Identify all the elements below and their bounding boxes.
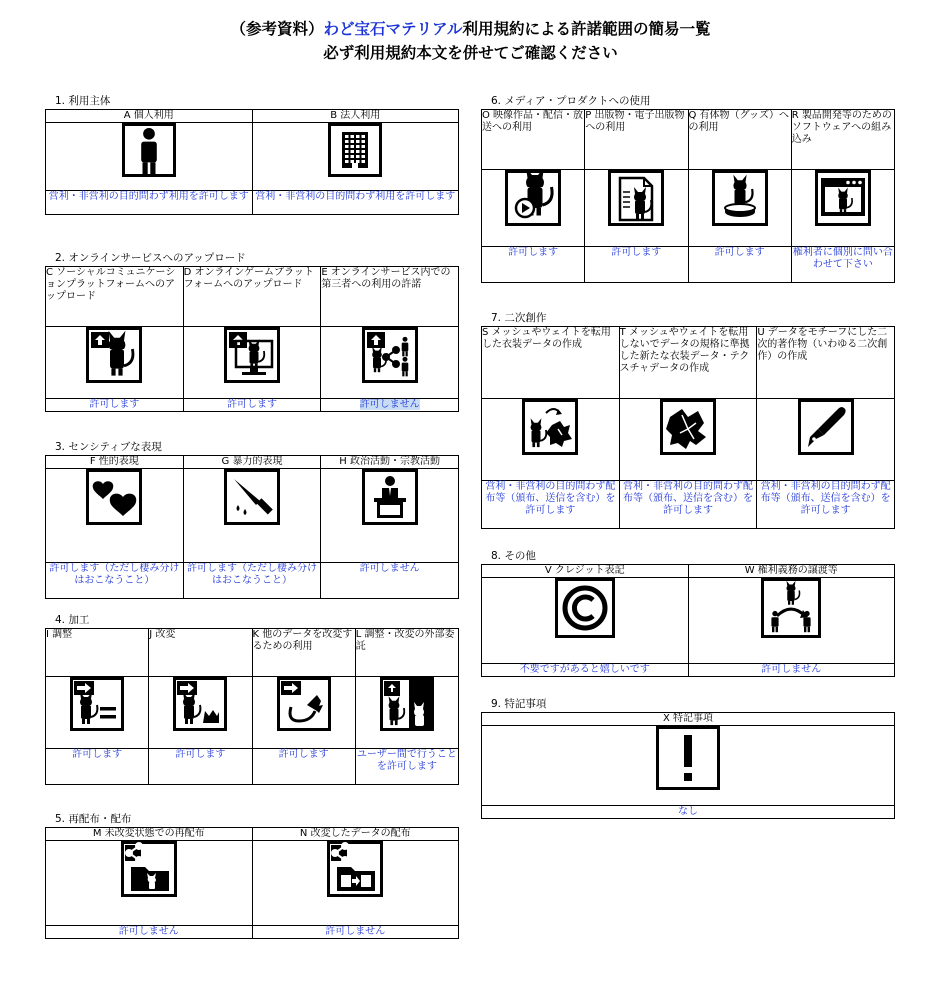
item-result: 許可しません: [359, 563, 420, 574]
section-1: [45, 95, 459, 215]
item-label: R 製品開発等のためのソフトウェアへの組み込み: [791, 110, 894, 170]
item-label: C ソーシャルコミュニケーションプラットフォームへのアップロード: [46, 267, 184, 327]
item-result: 許可します: [278, 749, 329, 760]
podium-icon: [362, 469, 418, 525]
item-result: 営利・非営利の目的問わず配布等（頒布、送信を含む）を許可します: [760, 481, 891, 516]
section-title: 8. その他: [491, 550, 536, 562]
item-result-cell: [149, 749, 252, 785]
item-result: なし: [678, 806, 698, 817]
item-label: O 映像作品・配信・放送への利用: [482, 110, 585, 170]
item-result-cell: [355, 749, 458, 785]
pen-icon: [798, 399, 854, 455]
item-label: I 調整: [46, 629, 149, 677]
section-2: [45, 252, 459, 412]
item-icon-cell: [355, 677, 458, 749]
item-result-cell: [321, 563, 459, 599]
item-result-cell: [46, 563, 184, 599]
item-result: 許可します（ただし棲み分けはおこなうこと）: [186, 563, 317, 586]
item-label: V クレジット表記: [482, 565, 689, 578]
section-title: 1. 利用主体: [55, 95, 111, 107]
item-result: 営利・非営利の目的問わず配布等（頒布、送信を含む）を許可します: [622, 481, 753, 516]
item-result-cell: [757, 481, 895, 529]
item-result: 営利・非営利の目的問わず配布等（頒布、送信を含む）を許可します: [485, 481, 616, 516]
section-title: 9. 特記事項: [491, 698, 547, 710]
person-icon: [122, 123, 176, 177]
permission-table: [45, 628, 459, 785]
item-icon-cell: [482, 170, 585, 247]
item-icon-cell: [252, 123, 459, 191]
section-8: [481, 550, 895, 677]
item-result-cell: [252, 926, 459, 939]
upload-sns-icon: [86, 327, 142, 383]
title-brand: わど宝石マテリアル: [323, 20, 463, 38]
item-result: 許可します: [714, 247, 765, 258]
title-suffix: 利用規約による許諾範囲の簡易一覧: [462, 20, 711, 38]
permission-table: [45, 109, 459, 215]
item-result-cell: [46, 749, 149, 785]
item-result-cell: [252, 191, 459, 215]
section-title: 2. オンラインサービスへのアップロード: [55, 252, 246, 264]
distribute-modified-icon: [327, 841, 383, 897]
item-icon-cell: [619, 399, 757, 481]
section-title: 4. 加工: [55, 614, 90, 626]
permission-table: [45, 827, 459, 939]
item-label: E オンラインサービス内での第三者への利用の許諾: [321, 267, 459, 327]
item-result: ユーザー間で行うことを許可します: [356, 749, 457, 772]
item-label: M 未改変状態での再配布: [46, 828, 253, 841]
item-result-cell: [585, 247, 688, 283]
item-result-cell: [688, 664, 895, 677]
item-label: H 政治活動・宗教活動: [321, 456, 459, 469]
item-label: P 出版物・電子出版物への利用: [585, 110, 688, 170]
item-result: 権利者に個別に問い合わせて下さい: [792, 247, 893, 270]
permission-table: [45, 266, 459, 412]
item-result: 許可しません: [359, 399, 420, 410]
item-label: B 法人利用: [252, 110, 459, 123]
permission-table: [481, 564, 895, 677]
item-result: 許可します: [72, 749, 123, 760]
permission-table: [45, 455, 459, 599]
item-result-cell: [321, 399, 459, 412]
hearts-icon: [86, 469, 142, 525]
item-result-cell: [619, 481, 757, 529]
item-label: L 調整・改変の外部委託: [355, 629, 458, 677]
building-icon: [328, 123, 382, 177]
outsource-icon: [380, 677, 434, 731]
section-3: [45, 441, 459, 599]
item-result: 許可しません: [761, 664, 822, 675]
item-icon-cell: [321, 469, 459, 563]
item-icon-cell: [46, 327, 184, 399]
publication-icon: [608, 170, 664, 226]
item-icon-cell: [183, 327, 321, 399]
page-title: [0, 18, 941, 40]
section-7: [481, 312, 895, 529]
item-icon-cell: [252, 841, 459, 926]
item-result: 許可しません: [325, 926, 386, 937]
video-icon: [505, 170, 561, 226]
item-icon-cell: [46, 841, 253, 926]
section-5: [45, 813, 459, 939]
permission-table: [481, 109, 895, 283]
item-icon-cell: [757, 399, 895, 481]
section-6: [481, 95, 895, 283]
copyright-icon: [555, 578, 615, 638]
section-9: [481, 698, 895, 819]
item-icon-cell: [791, 170, 894, 247]
item-icon-cell: [252, 677, 355, 749]
item-icon-cell: [688, 170, 791, 247]
exclamation-icon: [656, 726, 720, 790]
item-icon-cell: [46, 469, 184, 563]
section-title: 6. メディア・プロダクトへの使用: [491, 95, 651, 107]
modify-icon: [173, 677, 227, 731]
item-result-cell: [791, 247, 894, 283]
item-result-cell: [482, 247, 585, 283]
item-label: G 暴力的表現: [183, 456, 321, 469]
item-result-cell: [183, 563, 321, 599]
item-result: 許可します: [611, 247, 662, 258]
item-result: 不要ですがあると嬉しいです: [519, 664, 650, 675]
item-label: F 性的表現: [46, 456, 184, 469]
section-4: [45, 614, 459, 785]
section-title: 5. 再配布・配布: [55, 813, 132, 825]
item-label: A 個人利用: [46, 110, 253, 123]
software-icon: [815, 170, 871, 226]
item-icon-cell: [585, 170, 688, 247]
permission-table: [481, 712, 895, 819]
item-label: X 特記事項: [482, 713, 895, 726]
item-label: N 改変したデータの配布: [252, 828, 459, 841]
costume-transfer-icon: [522, 399, 578, 455]
page-subtitle: 必ず利用規約本文を併せてご確認ください: [323, 44, 618, 62]
item-icon-cell: [482, 399, 620, 481]
item-label: S メッシュやウェイトを転用した衣装データの作成: [482, 327, 620, 399]
item-result-cell: [482, 481, 620, 529]
item-label: T メッシュやウェイトを転用しないでデータの規格に準拠した新たな衣装データ・テクスチャデータの作成: [619, 327, 757, 399]
item-label: J 改変: [149, 629, 252, 677]
item-result: 許可します: [226, 399, 277, 410]
transfer-rights-icon: [761, 578, 821, 638]
item-result: 許可します: [175, 749, 226, 760]
item-icon-cell: [46, 677, 149, 749]
adjust-icon: [70, 677, 124, 731]
item-label: K 他のデータを改変するための利用: [252, 629, 355, 677]
goods-icon: [712, 170, 768, 226]
modify-other-icon: [277, 677, 331, 731]
item-result-cell: [252, 749, 355, 785]
item-icon-cell: [688, 578, 895, 664]
costume-new-icon: [660, 399, 716, 455]
item-result-cell: [46, 926, 253, 939]
item-result-cell: [482, 806, 895, 819]
item-result: 許可しません: [118, 926, 179, 937]
item-result-cell: [183, 399, 321, 412]
item-icon-cell: [149, 677, 252, 749]
item-icon-cell: [183, 469, 321, 563]
item-icon-cell: [482, 578, 689, 664]
item-label: U データをモチーフにした二次的著作物（いわゆる二次創作）の作成: [757, 327, 895, 399]
item-result-cell: [46, 399, 184, 412]
item-label: W 権利義務の譲渡等: [688, 565, 895, 578]
item-result-cell: [688, 247, 791, 283]
redistribute-icon: [121, 841, 177, 897]
item-icon-cell: [46, 123, 253, 191]
knife-icon: [224, 469, 280, 525]
item-result: 許可します（ただし棲み分けはおこなうこと）: [49, 563, 180, 586]
section-title: 3. センシティブな表現: [55, 441, 162, 453]
item-label: Q 有体物（グッズ）への利用: [688, 110, 791, 170]
title-prefix: （参考資料）: [230, 20, 324, 38]
item-result: 許可します: [89, 399, 140, 410]
item-icon-cell: [482, 726, 895, 806]
item-result: 営利・非営利の目的問わず利用を許可します: [255, 191, 456, 202]
item-result: 営利・非営利の目的問わず利用を許可します: [48, 191, 249, 202]
item-icon-cell: [321, 327, 459, 399]
item-result: 許可します: [508, 247, 559, 258]
upload-game-icon: [224, 327, 280, 383]
item-result-cell: [46, 191, 253, 215]
section-title: 7. 二次創作: [491, 312, 547, 324]
sublicense-share-icon: [362, 327, 418, 383]
permission-table: [481, 326, 895, 529]
item-result-cell: [482, 664, 689, 677]
item-label: D オンラインゲームプラットフォームへのアップロード: [183, 267, 321, 327]
